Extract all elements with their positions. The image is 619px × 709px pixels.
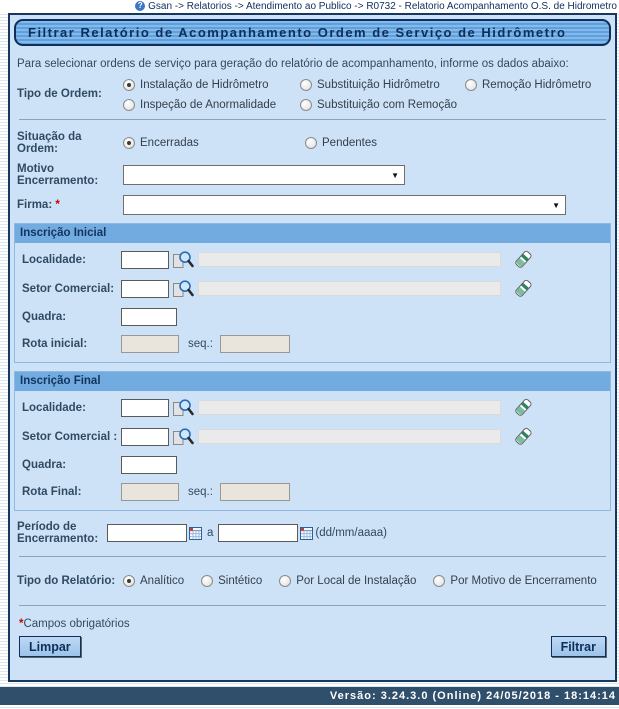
periodo-fim-input[interactable] <box>218 524 298 542</box>
seq-final-label: seq.: <box>188 485 213 498</box>
localidade-final-description <box>198 400 501 415</box>
search-icon[interactable] <box>172 250 194 269</box>
tipo-ordem-label: Tipo de Ordem: <box>17 88 102 100</box>
search-icon[interactable] <box>172 398 194 417</box>
radio-substituicao-hidrometro[interactable]: Substituição Hidrômetro <box>300 79 465 91</box>
eraser-icon[interactable] <box>513 279 533 298</box>
localidade-inicial-label: Localidade: <box>22 253 86 266</box>
radio-button-icon <box>300 99 312 111</box>
radio-inspecao-anormalidade[interactable]: Inspeção de Anormalidade <box>123 99 300 111</box>
periodo-inicio-input[interactable] <box>107 524 187 542</box>
tipo-relatorio-radio-group <box>123 575 597 587</box>
setor-inicial-input[interactable] <box>121 280 169 298</box>
radio-button-icon <box>433 575 445 587</box>
setor-final-input[interactable] <box>121 428 169 446</box>
required-fields-note: *Campos obrigatórios <box>19 618 130 630</box>
section-divider <box>19 556 606 557</box>
footer-bar <box>0 687 619 705</box>
radio-button-icon <box>123 137 135 149</box>
situacao-ordem-label: Situação da Ordem: <box>17 131 82 155</box>
motivo-encerramento-select[interactable] <box>123 165 405 185</box>
tipo-ordem-radio-group <box>123 79 591 111</box>
radio-pendentes[interactable]: Pendentes <box>305 137 377 149</box>
setor-final-description <box>198 429 501 444</box>
filter-form-panel <box>8 13 617 682</box>
help-icon[interactable]: ? <box>135 1 145 11</box>
tipo-relatorio-label: Tipo do Relatório: <box>17 575 116 587</box>
radio-button-icon <box>465 79 477 91</box>
section-divider <box>19 605 606 606</box>
radio-sintetico[interactable]: Sintético <box>201 575 262 587</box>
radio-substituicao-com-remocao[interactable]: Substituição com Remoção <box>300 99 465 111</box>
quadra-final-label: Quadra: <box>22 458 67 471</box>
calendar-icon[interactable] <box>189 527 202 540</box>
limpar-button[interactable]: Limpar <box>19 636 81 657</box>
version-text: Versão: 3.24.3.0 (Online) 24/05/2018 - 18:14:14 <box>329 690 616 702</box>
radio-por-motivo-encerramento[interactable]: Por Motivo de Encerramento <box>433 575 596 587</box>
inscricao-final-section <box>14 371 611 511</box>
rota-inicial-label: Rota inicial: <box>22 337 88 350</box>
inscricao-inicial-title: Inscrição Inicial <box>15 224 610 243</box>
search-icon[interactable] <box>172 279 194 298</box>
firma-label: Firma: * <box>17 199 60 211</box>
radio-button-icon <box>123 575 135 587</box>
radio-button-icon <box>201 575 213 587</box>
breadcrumb-text: Gsan -> Relatorios -> Atendimento ao Publico -> R0732 - Relatorio Acompanhamento O.S. de Hidrometro <box>148 1 617 12</box>
radio-button-icon <box>279 575 291 587</box>
eraser-icon[interactable] <box>513 398 533 417</box>
radio-button-icon <box>300 79 312 91</box>
eraser-icon[interactable] <box>513 250 533 269</box>
radio-button-icon <box>123 99 135 111</box>
radio-analitico[interactable]: Analítico <box>123 575 184 587</box>
setor-inicial-description <box>198 281 501 296</box>
setor-final-label: Setor Comercial : <box>22 430 118 443</box>
intro-text: Para selecionar ordens de serviço para geração do relatório de acompanhamento, informe os dados abaixo: <box>17 58 569 70</box>
seq-inicial-label: seq.: <box>188 337 213 350</box>
quadra-final-input[interactable] <box>121 456 177 474</box>
inscricao-inicial-section <box>14 223 611 363</box>
filtrar-button[interactable]: Filtrar <box>551 636 606 657</box>
rota-final-label: Rota Final: <box>22 485 82 498</box>
localidade-final-label: Localidade: <box>22 401 86 414</box>
breadcrumb <box>0 0 619 13</box>
required-asterisk: * <box>19 618 24 630</box>
required-asterisk: * <box>55 199 60 211</box>
motivo-encerramento-label: Motivo Encerramento: <box>17 163 99 187</box>
section-divider <box>19 119 606 120</box>
search-icon[interactable] <box>172 427 194 446</box>
rota-inicial-input <box>121 335 179 353</box>
localidade-final-input[interactable] <box>121 399 169 417</box>
radio-instalacao-hidrometro[interactable]: Instalação de Hidrômetro <box>123 79 300 91</box>
radio-por-local-instalacao[interactable]: Por Local de Instalação <box>279 575 416 587</box>
quadra-inicial-label: Quadra: <box>22 310 67 323</box>
radio-button-icon <box>305 137 317 149</box>
inscricao-final-title: Inscrição Final <box>15 372 610 391</box>
seq-inicial-input <box>220 335 290 353</box>
periodo-separator: a <box>207 527 214 539</box>
date-format-hint: (dd/mm/aaaa) <box>315 527 387 539</box>
dropdown-arrow-icon: ▼ <box>552 200 560 210</box>
radio-encerradas[interactable]: Encerradas <box>123 137 305 149</box>
dropdown-arrow-icon: ▼ <box>391 170 399 180</box>
periodo-encerramento-label: Período de Encerramento: <box>17 521 99 545</box>
radio-remocao-hidrometro[interactable]: Remoção Hidrômetro <box>465 79 591 91</box>
calendar-icon[interactable] <box>300 527 313 540</box>
seq-final-input <box>220 483 290 501</box>
localidade-inicial-input[interactable] <box>121 251 169 269</box>
setor-inicial-label: Setor Comercial: <box>22 282 115 295</box>
situacao-radio-group <box>123 137 377 149</box>
radio-button-icon <box>123 79 135 91</box>
page-title: Filtrar Relatório de Acompanhamento Ordem de Serviço de Hidrômetro <box>14 19 611 46</box>
rota-final-input <box>121 483 179 501</box>
quadra-inicial-input[interactable] <box>121 308 177 326</box>
localidade-inicial-description <box>198 252 501 267</box>
eraser-icon[interactable] <box>513 427 533 446</box>
firma-select[interactable] <box>123 195 566 215</box>
